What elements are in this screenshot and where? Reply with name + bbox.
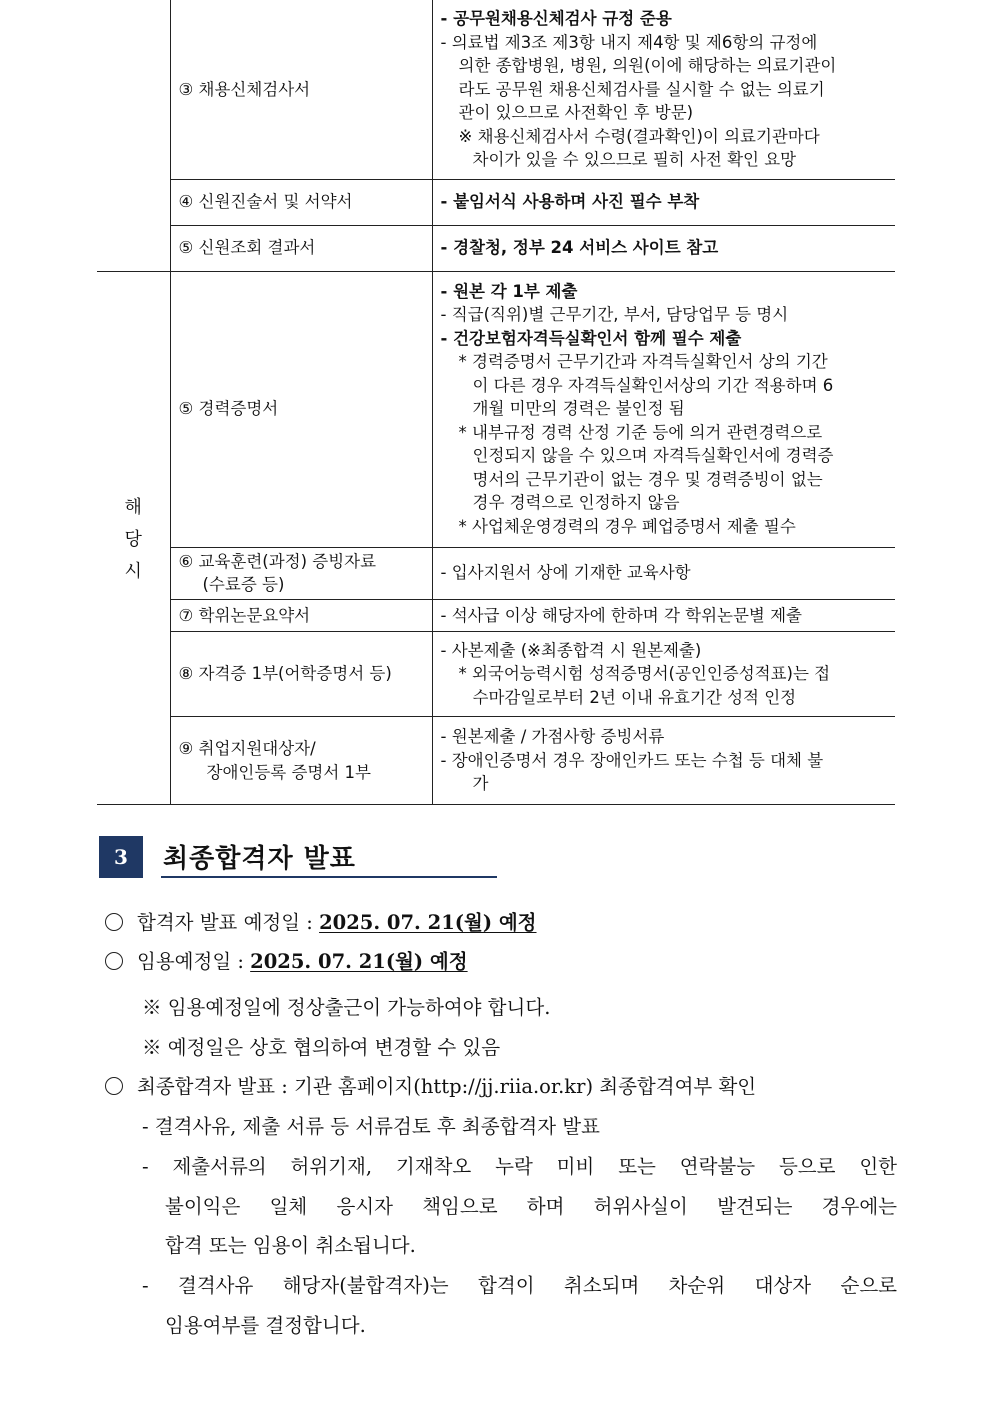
document-name-cell <box>170 599 432 632</box>
bullet-line: 합격 또는 임용이 취소됩니다. <box>165 1234 416 1257</box>
document-description-cell <box>432 717 895 805</box>
description-line: - 경찰청, 정부 24 서비스 사이트 참고 <box>440 238 719 258</box>
description-line: - 붙임서식 사용하며 사진 필수 부착 <box>440 192 700 212</box>
section-number: 3 <box>99 836 143 878</box>
table-row <box>97 632 895 717</box>
document-name: 장애인등록 증명서 1부 <box>206 762 371 782</box>
description-line: 라도 공무원 채용신체검사를 실시할 수 없는 의료기 <box>458 79 825 99</box>
final-announce-item <box>105 1072 756 1102</box>
description-line: - 건강보험자격득실확인서 함께 필수 제출 <box>440 328 742 348</box>
document-name-cell <box>170 547 432 599</box>
document-name: ③ 채용신체검사서 <box>178 79 311 99</box>
bullet-line: 임용여부를 결정합니다. <box>165 1314 366 1337</box>
description-line: 명서의 근무기관이 없는 경우 및 경력증빙이 없는 <box>472 469 823 489</box>
description-line: 차이가 있을 수 있으므로 필히 사전 확인 요망 <box>472 150 797 169</box>
category-label-char: 당 <box>124 528 142 550</box>
circle-bullet-icon <box>105 913 123 931</box>
bullet-line: - 제출서류의 허위기재, 기재착오 누락 미비 또는 연락불능 등으로 인한 <box>142 1155 897 1178</box>
description-line: - 공무원채용신체검사 규정 준용 <box>440 9 672 28</box>
document-name: ⑤ 신원조회 결과서 <box>178 238 316 258</box>
description-line: - 장애인증명서 경우 장애인카드 또는 수첩 등 대체 불 <box>440 750 824 770</box>
description-line: - 원본 각 1부 제출 <box>440 281 578 301</box>
description-line: - 의료법 제3조 제3항 내지 제4항 및 제6항의 규정에 <box>440 32 818 52</box>
document-description-cell <box>432 0 895 179</box>
final-announce-text: 최종합격자 발표 : 기관 홈페이지(http://jj.riia.or.kr) 최종합격여부 확인 <box>137 1075 757 1098</box>
description-line: * 외국어능력시험 성적증명서(공인인증성적표)는 접 <box>458 664 831 684</box>
bullet-line: - 결격사유 해당자(불합격자)는 합격이 취소되며 차순위 대상자 순으로 <box>142 1274 897 1297</box>
description-line: 경우 경력으로 인정하지 않음 <box>472 493 680 513</box>
description-line: 가 <box>472 774 489 794</box>
document-name: ⑦ 학위논문요약서 <box>178 605 311 625</box>
document-description-cell <box>432 632 895 717</box>
description-line: ※ 채용신체검사서 수령(결과확인)이 의료기관마다 <box>458 126 820 146</box>
documents-table <box>97 0 895 805</box>
document-description-cell <box>432 599 895 632</box>
announce-date-label: 합격자 발표 예정일 : <box>137 911 320 934</box>
description-line: - 원본제출 / 가점사항 증빙서류 <box>440 727 665 747</box>
document-name-cell <box>170 271 432 547</box>
description-line: 관이 있으므로 사전확인 후 방문) <box>458 103 694 122</box>
circle-bullet-icon <box>105 1077 123 1095</box>
description-line: 개월 미만의 경력은 불인정 됨 <box>472 399 685 419</box>
description-line: 수마감일로부터 2년 이내 유효기간 성적 인정 <box>472 687 797 707</box>
appointment-date-value: 2025. 07. 21(월) 예정 <box>250 950 468 973</box>
table-row <box>97 547 895 599</box>
announce-date-value: 2025. 07. 21(월) 예정 <box>319 911 537 934</box>
document-name-cell <box>170 632 432 717</box>
description-line: * 내부규정 경력 산정 기준 등에 의거 관련경력으로 <box>458 422 823 442</box>
category-cell <box>97 0 170 271</box>
description-line: - 직급(직위)별 근무기간, 부서, 담당업무 등 명시 <box>440 305 789 325</box>
document-name: ⑧ 자격증 1부(어학증명서 등) <box>178 664 392 684</box>
description-line: * 사업체운영경력의 경우 폐업증명서 제출 필수 <box>458 516 796 536</box>
announce-date-item <box>105 908 537 938</box>
document-name: (수료증 등) <box>202 575 285 594</box>
section-underline <box>161 876 497 878</box>
category-cell <box>97 271 170 805</box>
appointment-date-label: 임용예정일 : <box>137 950 251 973</box>
document-description-cell <box>432 179 895 225</box>
table-row <box>97 225 895 271</box>
document-name: ④ 신원진술서 및 서약서 <box>178 192 353 212</box>
document-name-cell <box>170 717 432 805</box>
table-row <box>97 179 895 225</box>
bullet-line: 불이익은 일체 응시자 책임으로 하며 허위사실이 발견되는 경우에는 <box>165 1195 897 1218</box>
description-line: - 석사급 이상 해당자에 한하며 각 학위논문별 제출 <box>440 605 802 625</box>
document-name: ⑥ 교육훈련(과정) 증빙자료 <box>178 551 377 571</box>
description-line: 이 다른 경우 자격득실확인서상의 기간 적용하며 6 <box>472 375 834 395</box>
description-line: * 경력증명서 근무기간과 자격득실확인서 상의 기간 <box>458 352 828 372</box>
document-name-cell <box>170 179 432 225</box>
description-line: - 사본제출 (※최종합격 시 원본제출) <box>440 640 702 660</box>
bullet-line: - 결격사유, 제출 서류 등 서류검토 후 최종합격자 발표 <box>142 1115 600 1138</box>
document-name-cell <box>170 225 432 271</box>
document-description-cell <box>432 271 895 547</box>
table-row <box>97 599 895 632</box>
document-description-cell <box>432 547 895 599</box>
description-line: - 입사지원서 상에 기재한 교육사항 <box>440 563 691 583</box>
table-row <box>97 717 895 805</box>
document-name: ⑤ 경력증명서 <box>178 399 279 419</box>
appointment-date-item <box>105 947 468 977</box>
category-label-char: 시 <box>124 560 142 582</box>
table-row <box>97 271 895 547</box>
table-row <box>97 0 895 179</box>
description-line: 인정되지 않을 수 있으며 자격득실확인서에 경력증 <box>472 446 834 466</box>
category-label-char: 해 <box>124 496 142 518</box>
document-description-cell <box>432 225 895 271</box>
note-line: ※ 예정일은 상호 협의하여 변경할 수 있음 <box>142 1036 501 1059</box>
circle-bullet-icon <box>105 952 123 970</box>
description-line: 의한 종합병원, 병원, 의원(이에 해당하는 의료기관이 <box>458 56 837 75</box>
document-name-cell <box>170 0 432 179</box>
note-line: ※ 임용예정일에 정상출근이 가능하여야 합니다. <box>142 996 551 1019</box>
document-name: ⑨ 취업지원대상자/ <box>178 739 316 758</box>
section-title: 최종합격자 발표 <box>163 844 356 874</box>
